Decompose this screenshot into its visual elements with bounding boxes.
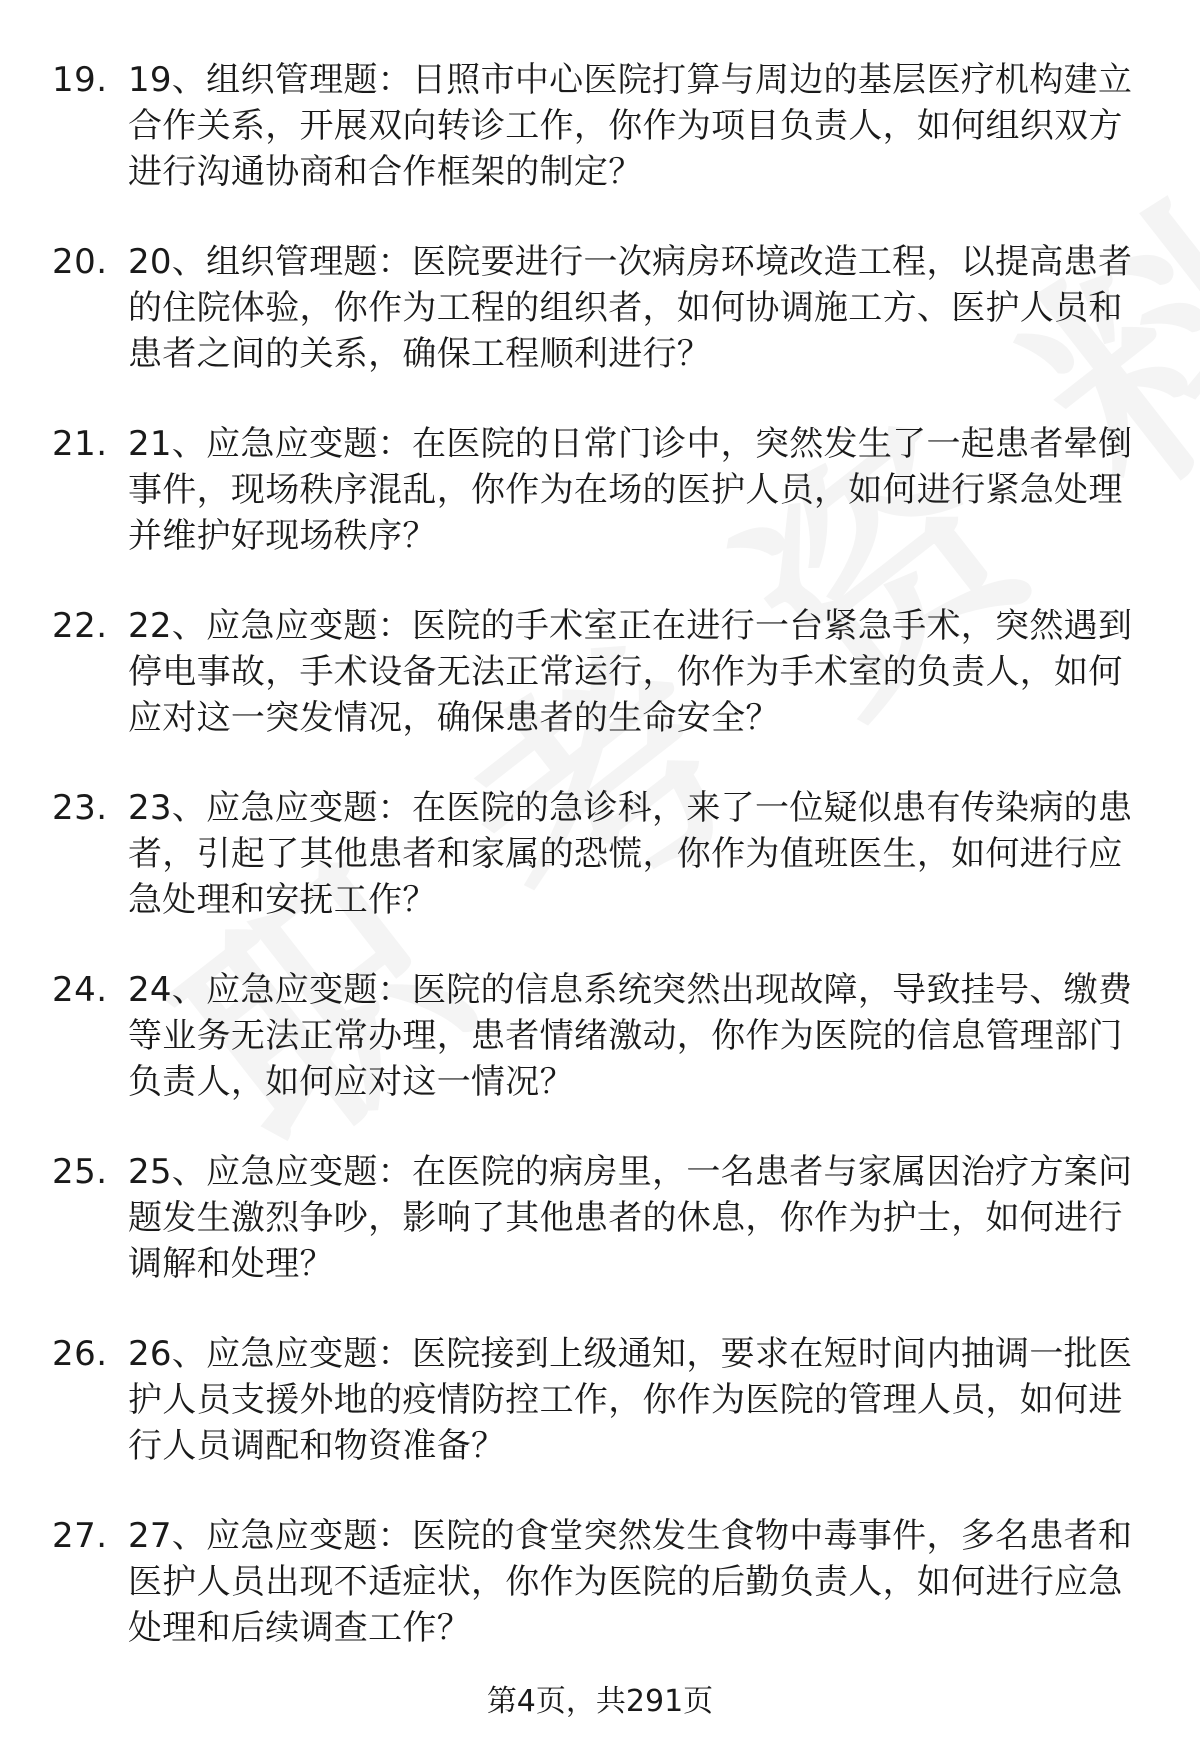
item-number: 26. (52, 1334, 108, 1374)
list-item (0, 603, 1200, 785)
list-item (0, 239, 1200, 421)
item-text: 26、应急应变题：医院接到上级通知，要求在短时间内抽调一批医护人员支援外地的疫情防控工作，你作为医院的管理人员，如何进行人员调配和物资准备？ (128, 1334, 1133, 1466)
list-item (0, 421, 1200, 603)
item-number: 24. (52, 970, 108, 1010)
item-text: 22、应急应变题：医院的手术室正在进行一台紧急手术，突然遇到停电事故，手术设备无法正常运行，你作为手术室的负责人，如何应对这一突发情况，确保患者的生命安全？ (128, 606, 1133, 738)
list-item (0, 967, 1200, 1149)
list-item (0, 1149, 1200, 1331)
page-footer: 第4页，共291页 (486, 1684, 714, 1719)
item-number: 21. (52, 424, 108, 464)
item-number: 20. (52, 242, 108, 282)
item-text: 20、组织管理题：医院要进行一次病房环境改造工程，以提高患者的住院体验，你作为工程的组织者，如何协调施工方、医护人员和患者之间的关系，确保工程顺利进行？ (128, 242, 1133, 374)
item-number: 23. (52, 788, 108, 828)
list-item (0, 1331, 1200, 1513)
question-list (0, 57, 1200, 1695)
list-item (0, 785, 1200, 967)
item-text: 24、应急应变题：医院的信息系统突然出现故障，导致挂号、缴费等业务无法正常办理，患者情绪激动，你作为医院的信息管理部门负责人，如何应对这一情况？ (128, 970, 1133, 1102)
item-number: 25. (52, 1152, 108, 1192)
list-item (0, 57, 1200, 239)
item-number: 27. (52, 1516, 108, 1556)
item-number: 22. (52, 606, 108, 646)
item-text: 19、组织管理题：日照市中心医院打算与周边的基层医疗机构建立合作关系，开展双向转诊工作，你作为项目负责人，如何组织双方进行沟通协商和合作框架的制定？ (128, 60, 1133, 192)
item-text: 23、应急应变题：在医院的急诊科，来了一位疑似患有传染病的患者，引起了其他患者和家属的恐慌，你作为值班医生，如何进行应急处理和安抚工作？ (128, 788, 1133, 920)
item-number: 19. (52, 60, 108, 100)
item-text: 25、应急应变题：在医院的病房里，一名患者与家属因治疗方案问题发生激烈争吵，影响了其他患者的休息，你作为护士，如何进行调解和处理？ (128, 1152, 1133, 1284)
list-item (0, 1513, 1200, 1695)
item-text: 21、应急应变题：在医院的日常门诊中，突然发生了一起患者晕倒事件，现场秩序混乱，你作为在场的医护人员，如何进行紧急处理并维护好现场秩序？ (128, 424, 1133, 556)
item-text: 27、应急应变题：医院的食堂突然发生食物中毒事件，多名患者和医护人员出现不适症状，你作为医院的后勤负责人，如何进行应急处理和后续调查工作？ (128, 1516, 1133, 1648)
